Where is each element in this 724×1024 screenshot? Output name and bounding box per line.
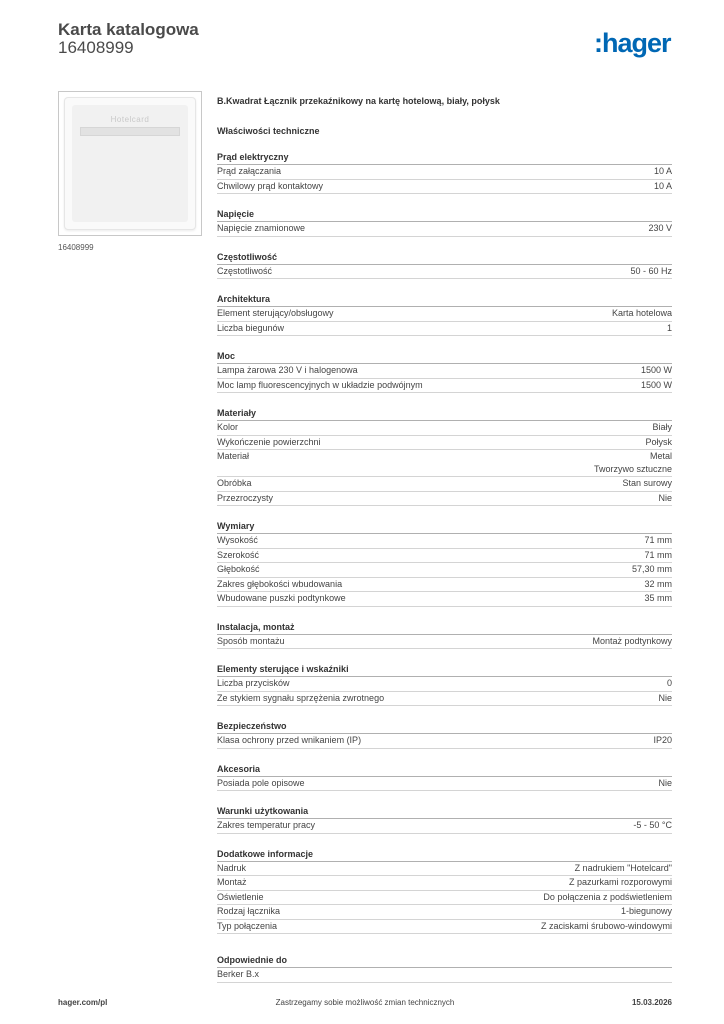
spec-label: Posiada pole opisowe [217, 777, 305, 788]
section-title: Instalacja, montaż [217, 621, 672, 635]
hager-logo: :hager [594, 28, 671, 58]
spec-label: Materiał [217, 451, 250, 461]
spec-row [217, 563, 672, 578]
spec-row [217, 549, 672, 564]
card-slot [80, 127, 180, 136]
spec-label: Ze stykiem sygnału sprzężenia zwrotnego [217, 692, 385, 703]
spec-sections [217, 151, 672, 934]
spec-value: 32 mm [644, 578, 672, 589]
spec-label: Prąd załączania [217, 166, 282, 176]
spec-section [217, 848, 672, 935]
spec-label: Kolor [217, 422, 239, 432]
spec-label: Typ połączenia [217, 920, 278, 931]
spec-value: 1500 W [640, 365, 672, 375]
spec-row [217, 777, 672, 792]
spec-label: Głębokość [217, 564, 260, 574]
spec-value: 10 A [653, 166, 672, 176]
spec-label: Liczba biegunów [217, 322, 285, 333]
spec-section [217, 208, 672, 237]
compatible-section [217, 954, 672, 983]
spec-label: Oświetlenie [217, 891, 264, 902]
spec-label: Element sterujący/obsługowy [217, 308, 334, 318]
product-image [58, 91, 202, 236]
compatible-title: Odpowiednie do [217, 954, 672, 968]
spec-value: 1-biegunowy [620, 906, 672, 916]
spec-section [217, 520, 672, 607]
spec-value: Nie [658, 777, 672, 788]
spec-value: 1 [666, 322, 672, 333]
spec-section [217, 407, 672, 506]
spec-row [217, 692, 672, 707]
spec-value: Karta hotelowa [611, 308, 672, 318]
spec-label: Lampa żarowa 230 V i halogenowa [217, 365, 358, 375]
spec-value-line: Metal [649, 451, 672, 461]
spec-section [217, 293, 672, 336]
spec-row [217, 578, 672, 593]
section-title: Częstotliwość [217, 251, 672, 265]
spec-value: 35 mm [644, 593, 672, 603]
spec-value: Z nadrukiem "Hotelcard" [574, 862, 672, 873]
spec-label: Napięcie znamionowe [217, 223, 306, 233]
card-slot-label: Hotelcard [110, 115, 150, 124]
spec-label: Szerokość [217, 549, 260, 560]
spec-value: 10 A [653, 180, 672, 191]
spec-value: Biały [652, 422, 672, 432]
spec-value: 71 mm [644, 535, 672, 545]
product-name: B.Kwadrat Łącznik przekaźnikowy na kartę hotelową, biały, połysk [217, 96, 500, 106]
compatible-row [217, 968, 672, 983]
spec-label: Wbudowane puszki podtynkowe [217, 593, 346, 603]
section-title: Architektura [217, 293, 672, 307]
section-title: Elementy sterujące i wskaźniki [217, 663, 672, 677]
spec-label: Wysokość [217, 535, 258, 545]
spec-value: 50 - 60 Hz [630, 265, 672, 276]
spec-row [217, 677, 672, 692]
switch-frame [64, 97, 196, 230]
section-title: Prąd elektryczny [217, 151, 672, 165]
spec-label: Moc lamp fluorescencyjnych w układzie podwójnym [217, 379, 423, 390]
spec-row [217, 379, 672, 394]
spec-value: 230 V [648, 223, 672, 233]
spec-value: IP20 [653, 735, 672, 745]
spec-value: Z pazurkami rozporowymi [568, 877, 672, 887]
spec-value: 57,30 mm [631, 564, 672, 574]
article-number: 16408999 [58, 38, 134, 57]
footer-date: 15.03.2026 [631, 998, 672, 1007]
spec-row [217, 905, 672, 920]
spec-value: Nie [658, 492, 672, 503]
section-title: Wymiary [217, 520, 672, 534]
spec-section [217, 151, 672, 194]
spec-row [217, 534, 672, 549]
spec-label: Montaż [217, 877, 247, 887]
spec-label: Częstotliwość [217, 265, 273, 276]
section-title: Akcesoria [217, 763, 672, 777]
spec-row [217, 364, 672, 379]
section-title: Moc [217, 350, 672, 364]
image-caption: 16408999 [58, 243, 94, 252]
spec-row [217, 322, 672, 337]
spec-value: Z zaciskami śrubowo-windowymi [540, 920, 672, 931]
spec-row [217, 165, 672, 180]
spec-value: Nie [658, 692, 672, 703]
spec-value: 0 [666, 678, 672, 688]
spec-label: Sposób montażu [217, 635, 285, 646]
spec-content [217, 95, 672, 983]
spec-label: Liczba przycisków [217, 678, 290, 688]
spec-row [217, 592, 672, 607]
spec-section [217, 720, 672, 749]
spec-row [217, 477, 672, 492]
spec-row [217, 635, 672, 650]
spec-label: Nadruk [217, 862, 247, 873]
spec-row [217, 222, 672, 237]
spec-row [217, 734, 672, 749]
spec-value: Montaż podtynkowy [592, 635, 672, 646]
spec-value: Do połączenia z podświetleniem [543, 891, 672, 902]
technical-properties-title: Właściwości techniczne [217, 126, 320, 136]
section-title: Bezpieczeństwo [217, 720, 672, 734]
spec-value [594, 450, 672, 476]
spec-row [217, 819, 672, 834]
spec-value-line: Tworzywo sztuczne [593, 464, 672, 474]
section-title: Napięcie [217, 208, 672, 222]
spec-row [217, 876, 672, 891]
footer-website[interactable]: hager.com/pl [58, 998, 108, 1007]
spec-row [217, 920, 672, 935]
spec-row [217, 180, 672, 195]
spec-section [217, 621, 672, 650]
spec-value: -5 - 50 °C [633, 820, 672, 830]
spec-label: Obróbka [217, 478, 252, 488]
switch-insert [72, 105, 188, 222]
section-title: Materiały [217, 407, 672, 421]
spec-value: 71 mm [644, 549, 672, 560]
spec-label: Zakres temperatur pracy [217, 820, 316, 830]
spec-row [217, 436, 672, 451]
spec-label: Wykończenie powierzchni [217, 436, 321, 447]
section-title: Warunki użytkowania [217, 805, 672, 819]
spec-section [217, 763, 672, 792]
spec-row [217, 265, 672, 280]
spec-label: Zakres głębokości wbudowania [217, 578, 343, 589]
spec-row [217, 307, 672, 322]
spec-row [217, 492, 672, 507]
spec-section [217, 663, 672, 706]
spec-label: Chwilowy prąd kontaktowy [217, 180, 324, 191]
spec-row [217, 891, 672, 906]
spec-section [217, 251, 672, 280]
spec-label: Klasa ochrony przed wnikaniem (IP) [217, 735, 362, 745]
document-title: Karta katalogowa [58, 20, 199, 39]
spec-label: Rodzaj łącznika [217, 906, 281, 916]
compatible-value: Berker B.x [217, 969, 260, 979]
footer-disclaimer: Zastrzegamy sobie możliwość zmian technicznych [275, 998, 455, 1007]
spec-value: 1500 W [640, 379, 672, 390]
spec-value: Stan surowy [622, 478, 672, 488]
section-title: Dodatkowe informacje [217, 848, 672, 862]
spec-row [217, 450, 672, 477]
spec-label: Przezroczysty [217, 492, 274, 503]
spec-section [217, 350, 672, 393]
spec-value: Połysk [645, 436, 672, 447]
spec-row [217, 862, 672, 877]
spec-row [217, 421, 672, 436]
spec-section [217, 805, 672, 834]
